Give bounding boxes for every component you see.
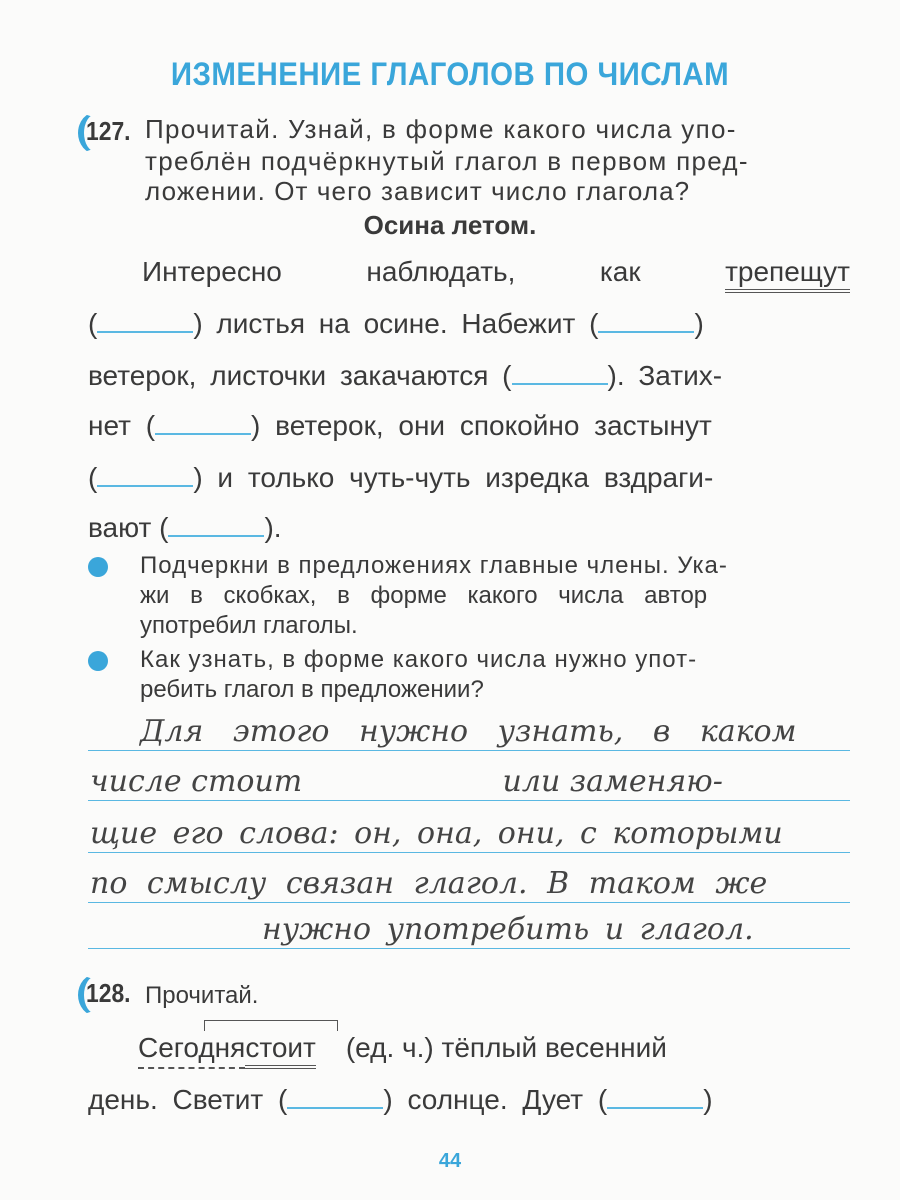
- answer-blank[interactable]: [607, 1085, 703, 1109]
- underlined-verb: трепещут: [725, 256, 850, 293]
- handwritten-answer: нужно употребить и глагол.: [262, 912, 754, 947]
- answer-blank[interactable]: [155, 411, 251, 435]
- text-line-128-2: день. Светит ( ) солнце. Дует ( ): [88, 1084, 713, 1115]
- answer-blank[interactable]: [97, 309, 193, 333]
- writing-line[interactable]: [88, 902, 850, 903]
- bullet-text: Подчеркни в предложениях главные члены. Ука-: [140, 552, 728, 579]
- text-line-128-1: Сегодня стоит (ед. ч.) тёплый весенний: [88, 1032, 850, 1069]
- writing-line[interactable]: [88, 948, 850, 949]
- writing-line[interactable]: [88, 750, 850, 751]
- underlined-verb: стоит: [245, 1032, 316, 1069]
- bullet-text: ребить глагол в предложении?: [140, 676, 484, 703]
- writing-line[interactable]: [88, 800, 850, 801]
- text-line-3: ветерок, листочки закачаются ( ). Затих-: [88, 360, 723, 391]
- handwritten-answer: числе стоит или заменяю-: [90, 764, 723, 799]
- answer-blank[interactable]: [97, 463, 193, 487]
- answer-blank[interactable]: [598, 309, 694, 333]
- answer-blank[interactable]: [287, 1085, 383, 1109]
- text-title: Осина летом.: [363, 210, 537, 240]
- bullet-icon: [88, 651, 108, 671]
- bullet-text: Как узнать, в форме какого числа нужно упот-: [140, 646, 698, 673]
- page-number: 44: [438, 1150, 462, 1172]
- text-line-2: ( ) листья на осине. Набежит ( ): [88, 308, 704, 339]
- handwritten-answer: по смыслу связан глагол. В таком же: [90, 866, 768, 901]
- task-line: Прочитай.: [145, 982, 259, 1009]
- text-line-6: вают ( ).: [88, 512, 282, 543]
- bullet-text: жи в скобках, в форме какого числа автор: [140, 582, 708, 609]
- task-line: ложении. От чего зависит число глагола?: [145, 176, 691, 206]
- text-line-4: нет ( ) ветерок, они спокойно застынут: [88, 410, 712, 441]
- bullet-icon: [88, 557, 108, 577]
- dependency-arrow-icon: [204, 1020, 338, 1031]
- handwritten-answer: щие его слова: он, она, они, с которыми: [90, 816, 783, 851]
- text-line-5: ( ) и только чуть-чуть изредка вздраги-: [88, 462, 714, 493]
- writing-line[interactable]: [88, 852, 850, 853]
- task-line: Прочитай. Узнай, в форме какого числа упо-: [145, 114, 737, 144]
- underlined-subject: Сегодня: [138, 1032, 245, 1069]
- answer-blank[interactable]: [512, 361, 608, 385]
- answer-blank[interactable]: [168, 513, 264, 537]
- workbook-page: ИЗМЕНЕНИЕ ГЛАГОЛОВ ПО ЧИСЛАМ 127. Прочитай. Узнай, в форме какого числа упо- треблён подчёркнутый глагол в первом пред- ложении. От чего зависит число глагола? Осина летом. Интересно наблюдать, как трепещут ( ) листья на осине. Набежит ( ) ветерок, листочки закачаются ( ). Затих- нет ( ) ветерок, они спокойно застынут ( ) и только чуть-чуть изредка вздраги- вают ( ). Подчеркни в предложениях главные члены. Ука- жи в скобках, в форме какого числа автор употребил глаголы. Как узнать, в форме какого числа нужно упот- ребить глагол в предложении? Для этого нужно узнать, в каком числе стоит или заменяю- щие его слова: он, она, они, с которыми по смыслу связан глагол. В таком же нужно употребить и глагол. 128. Прочитай. Сегодня стоит (ед. ч.) тёплый весенний день. Светит ( ) солнце. Дует ( ) 44: [0, 0, 900, 1200]
- text-line-1: Интересно наблюдать, как трепещут: [88, 256, 850, 293]
- task-line: треблён подчёркнутый глагол в первом пред-: [145, 146, 749, 176]
- page-title: ИЗМЕНЕНИЕ ГЛАГОЛОВ ПО ЧИСЛАМ: [170, 56, 730, 92]
- handwritten-answer: Для этого нужно узнать, в каком: [140, 714, 797, 749]
- bullet-text: употребил глаголы.: [140, 612, 358, 639]
